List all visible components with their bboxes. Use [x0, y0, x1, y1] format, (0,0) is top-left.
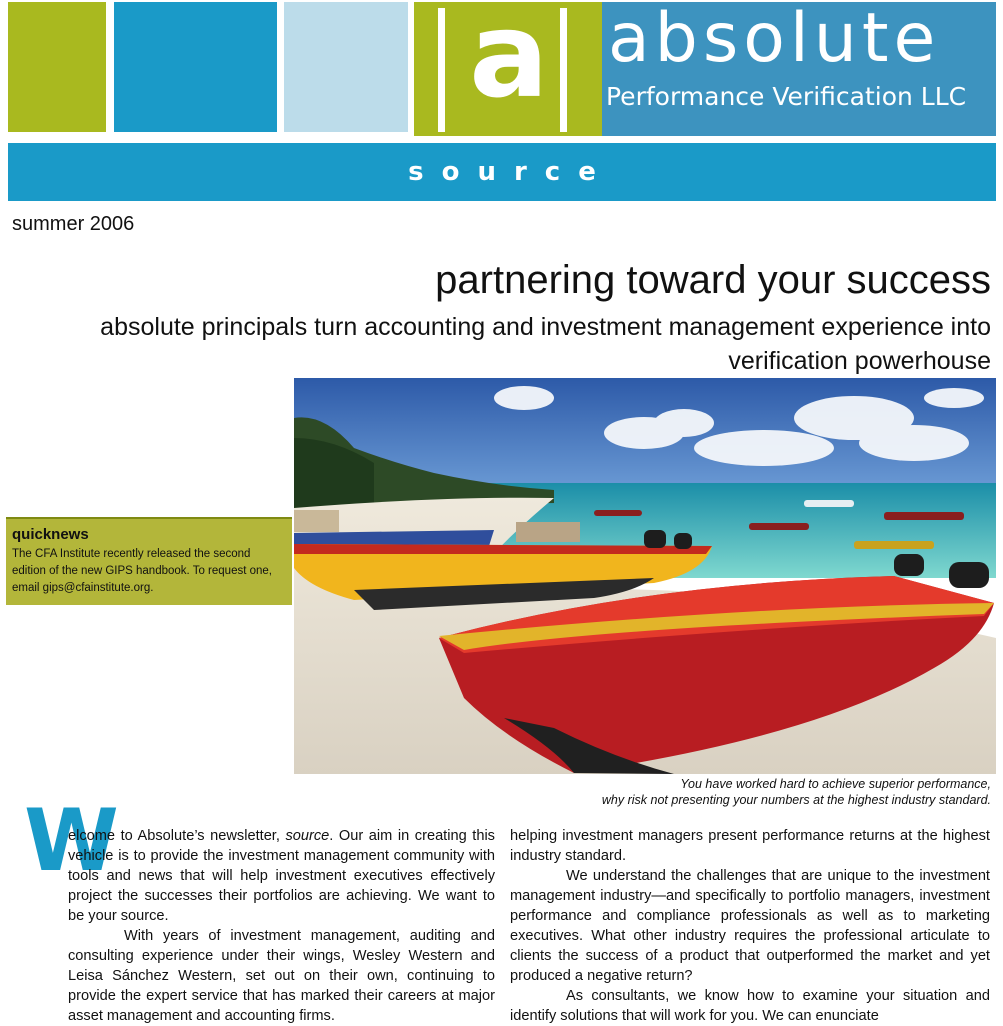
- photo-caption-line1: You have worked hard to achieve superior performance,: [680, 777, 991, 791]
- newsletter-title-bar: [8, 143, 996, 201]
- article-paragraph-1: [68, 826, 495, 926]
- beach-boats-photo: [294, 378, 996, 774]
- newsletter-title: source: [408, 157, 614, 187]
- logo-letter: a: [469, 0, 549, 124]
- article-paragraph-2: With years of investment management, auditing and consulting experience under their wings, Wesley Western and Leisa Sánchez Western, set out on their own, continuing to provide the expert service that has marked their careers at major asset management and accounting firms.: [68, 928, 495, 1024]
- header-color-block-green: [8, 2, 106, 132]
- issue-date: summer 2006: [12, 213, 135, 235]
- article-paragraph-4: We understand the challenges that are unique to the investment management industry—and specifically to portfolio managers, investment performance and compliance professionals as well as to marketing executives. What other industry requires the professional articulate to clients the success of a product that outperformed the market and yet produced a negative return?: [510, 868, 990, 984]
- header-color-block-blue: [114, 2, 277, 132]
- article-paragraph-3: helping investment managers present performance returns at the highest industry standard.: [510, 828, 990, 864]
- article-column-right: [510, 826, 990, 1026]
- brand-block: [602, 2, 996, 136]
- header-color-block-light-blue: [284, 2, 408, 132]
- logo-bar-left: [438, 8, 445, 132]
- quicknews-box: [6, 517, 292, 605]
- logo-bar-right: [560, 8, 567, 132]
- brand-subtitle: Performance Verification LLC: [606, 82, 967, 111]
- article-column-left: [68, 826, 495, 1026]
- photo-caption: [391, 776, 991, 808]
- article-headline: partnering toward your success: [435, 258, 991, 302]
- quicknews-title: quicknews: [12, 526, 89, 543]
- article-paragraph-1-rest: . Our aim in creating this vehicle is to provide the investment management community with tools and news that will help investment executives effectively project the successes their portfolios are achieving. We want to be your source.: [68, 828, 495, 924]
- photo-caption-line2: why risk not presenting your numbers at the highest industry standard.: [601, 793, 991, 807]
- article-subhead: absolute principals turn accounting and investment management experience into verification powerhouse: [100, 313, 991, 375]
- brand-name: absolute: [608, 0, 941, 78]
- article-paragraph-5: As consultants, we know how to examine your situation and identify solutions that will work for you. We can enunciate: [510, 988, 990, 1024]
- drop-cap: W: [24, 791, 119, 891]
- logo-mark: [414, 2, 602, 136]
- quicknews-body: The CFA Institute recently released the second edition of the new GIPS handbook. To request one, email gips@cfainstitute.org.: [12, 548, 272, 594]
- newsletter-name-italic: source: [285, 828, 330, 844]
- article-paragraph-1-lead: elcome to Absolute’s newsletter,: [68, 828, 286, 844]
